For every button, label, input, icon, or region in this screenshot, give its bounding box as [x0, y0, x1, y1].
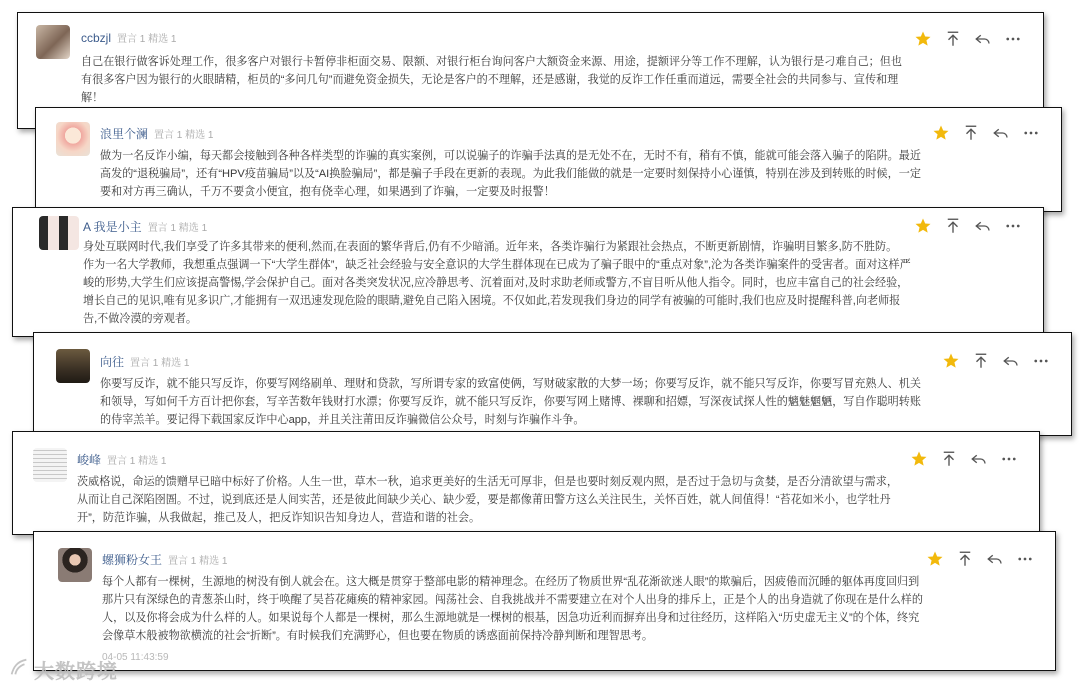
comment-text [100, 375, 1060, 429]
avatar[interactable] [36, 25, 70, 59]
comment-header [102, 551, 227, 568]
avatar[interactable] [56, 349, 90, 383]
comment-line: 增长自己的见识,唯有见多识广,才能拥有一双迅速发现危险的眼睛,避免自己陷入困境。不仅如此,若发现我们身边的同学有被骗的可能时,我们也应及时提醒科普,向老师报 [83, 295, 901, 307]
comment-meta: 置言 1 精选 1 [117, 34, 177, 45]
comment-line: 茨威格说，命运的馈赠早已暗中标好了价格。人生一世，草木一秋，追求更美好的生活无可厚非，但是也要时刻反观内照，是否过于急切与贪婪，是否分清欲望与需求， [77, 476, 898, 488]
comment-line: 解！ [81, 92, 104, 104]
star-icon[interactable] [913, 216, 933, 236]
username[interactable]: 峻峰 [77, 453, 102, 467]
star-icon[interactable] [925, 549, 945, 569]
comment-actions [931, 123, 1041, 143]
username[interactable]: 浪里个澜 [100, 127, 149, 141]
comment-line: 的侍宰羔羊。要记得下载国家反诈中心app，并且关注莆田反诈骗微信公众号，时刻与诈骗作斗争。 [100, 414, 585, 426]
star-icon[interactable] [931, 123, 951, 143]
star-icon[interactable] [913, 29, 933, 49]
pin-top-icon[interactable] [943, 29, 963, 49]
comment-line: 告,不做冷漠的旁观者。 [83, 313, 198, 325]
comment-meta: 置言 1 精选 1 [168, 556, 228, 567]
comment-card [12, 207, 1044, 337]
comment-line: 作为一名大学教师，我想重点强调一下“大学生群体”，缺乏社会经验与安全意识的大学生群体现在已成为了骗子眼中的“重点对象”,沦为各类诈骗案件的受害者。面对这样严 [83, 259, 911, 271]
comment-header [81, 30, 176, 45]
comment-line: 做为一名反诈小编，每天都会接触到各种各样类型的诈骗的真实案例，可以说骗子的诈骗手法真的是无处不在，无时不有，稍有不慎，能就可能会落入骗子的陷阱。最近 [100, 150, 921, 162]
avatar[interactable] [39, 216, 79, 250]
comment-actions [941, 351, 1051, 371]
more-icon[interactable] [1021, 123, 1041, 143]
more-icon[interactable] [1003, 216, 1023, 236]
comment-meta: 置言 1 精选 1 [130, 358, 190, 369]
comment-line: 要和对方再三确认，千万不要贪小便宜，抱有侥幸心理，如果遇到了诈骗，一定要及时报警！ [100, 186, 555, 198]
comment-text [77, 473, 1027, 527]
watermark-text: 大数跨境 [34, 661, 118, 683]
reply-icon[interactable] [969, 449, 989, 469]
comment-text [81, 53, 1031, 107]
star-icon[interactable] [909, 449, 929, 469]
comment-line: 那片只有深绿色的青葱茶山时，终于唤醒了吴苔花瘫痪的精神家园。闯荡社会、自我挑战并不需要建立在对个人出身的排斥上，正是个人的出身造就了你现在是什么样的 [102, 594, 923, 606]
comment-header [100, 125, 213, 142]
reply-icon[interactable] [985, 549, 1005, 569]
comment-line: 和领导，写如何千方百计把你套，写辛苦数年钱财打水漂；你要写反诈，就不能只写反诈，你要写网上赌博、裸聊和招嫖，写深夜试探人性的魑魅魍魉，写自作聪明转账 [100, 396, 921, 408]
username[interactable]: 螺狮粉女王 [102, 553, 163, 567]
comment-line: 会像草木般被物欲横流的社会“折断”。有时候我们充满野心，但也要在物质的诱惑面前保持冷静判断和理智思考。 [102, 630, 653, 642]
reply-icon[interactable] [973, 29, 993, 49]
username[interactable]: A 我是小主 [83, 220, 142, 234]
comment-line: 从而让自己深陷囹圄。不过，说到底还是人间实苦，还是彼此间缺少关心、缺少爱，要是都像莆田警方这么关注民生，关怀百姓，就人间值得！“苔花如米小，也学牡丹 [77, 494, 891, 506]
more-icon[interactable] [1031, 351, 1051, 371]
more-icon[interactable] [999, 449, 1019, 469]
comment-actions [925, 549, 1035, 569]
username[interactable]: ccbzjl [81, 31, 112, 45]
comment-header [100, 353, 189, 370]
comment-text [83, 238, 1033, 328]
avatar[interactable] [56, 122, 90, 156]
comment-actions [909, 449, 1019, 469]
comment-text [100, 147, 1050, 201]
avatar[interactable] [33, 448, 67, 482]
comment-card [35, 107, 1062, 212]
pin-top-icon[interactable] [955, 549, 975, 569]
pin-top-icon[interactable] [971, 351, 991, 371]
pin-top-icon[interactable] [939, 449, 959, 469]
comment-text [102, 573, 1042, 645]
comment-meta: 置言 1 精选 1 [154, 130, 214, 141]
comment-line: 每个人都有一棵树，生源地的树没有倒人就会在。这大概是贯穿于整部电影的精神理念。在经历了物质世界“乱花渐欲迷人眼”的欺骗后，因疲倦而沉睡的躯体再度回归到 [102, 576, 920, 588]
pin-top-icon[interactable] [961, 123, 981, 143]
star-icon[interactable] [941, 351, 961, 371]
comment-line: 你要写反诈，就不能只写反诈，你要写网络刷单、理财和贷款，写所谓专家的致富使俩，写财破家散的大梦一场；你要写反诈，就不能只写反诈，你要写冒充熟人、机关 [100, 378, 921, 390]
comment-header [77, 451, 166, 468]
comment-line: 人，以及你将会成为什么样的人。如果说每个人都是一棵树，那么生源地就是一棵树的根基，因急功近利而摒弃出身和过往经历，这样陷入“历史虚无主义”的个体，终究 [102, 612, 920, 624]
pin-top-icon[interactable] [943, 216, 963, 236]
comment-line: 高发的“退税骗局”，还有“HPV疫苗骗局”以及“AI换脸骗局”，都是骗子手段在更新的表现。为此我们能做的就是一定要时刻保持小心谨慎，特别在涉及到转账的时候，一定 [100, 168, 921, 180]
username[interactable]: 向往 [100, 355, 125, 369]
comment-line: 自己在银行做客诉处理工作，很多客户对银行卡暂停非柜面交易、限额、对银行柜台询问客户大额资金来源、用途，提额评分等工作不理解，认为银行是刁难自己；但也 [81, 56, 902, 68]
more-icon[interactable] [1003, 29, 1023, 49]
comment-timestamp: 04-05 11:43:59 [102, 652, 169, 663]
reply-icon[interactable] [991, 123, 1011, 143]
comment-card [33, 332, 1072, 436]
comment-card [33, 531, 1056, 671]
comment-line: 峻的形势,大学生们应该提高警惕,学会保护自己。面对各类突发状况,应冷静思考、沉着面对,及时求助老师或警方,不盲目听从他人指令。同时，也应丰富自己的社会经验， [83, 277, 909, 289]
comment-line: 开”，防范诈骗，从我做起，推己及人，把反诈知识告知身边人，营造和谐的社会。 [77, 512, 481, 524]
comment-actions [913, 216, 1023, 236]
comment-actions [913, 29, 1023, 49]
reply-icon[interactable] [1001, 351, 1021, 371]
comment-meta: 置言 1 精选 1 [107, 456, 167, 467]
comment-line: 有很多客户因为银行的火眼睛精，柜员的“多问几句”而避免资金损失，无论是客户的不理解，还是感谢，我觉的反诈工作任重而道远，需要全社会的共同参与、宣传和理 [81, 74, 899, 86]
comment-card [12, 431, 1040, 535]
watermark-logo-icon [8, 656, 30, 684]
reply-icon[interactable] [973, 216, 993, 236]
more-icon[interactable] [1015, 549, 1035, 569]
watermark [8, 655, 118, 684]
comment-line: 身处互联网时代,我们享受了许多其带来的便利,然而,在表面的繁华背后,仍有不少暗涌。近年来，各类诈骗行为紧跟社会热点，不断更新剧情，诈骗明目繁多,防不胜防。 [83, 241, 898, 253]
avatar[interactable] [58, 548, 92, 582]
comment-header [83, 218, 207, 235]
comment-meta: 置言 1 精选 1 [147, 223, 208, 234]
